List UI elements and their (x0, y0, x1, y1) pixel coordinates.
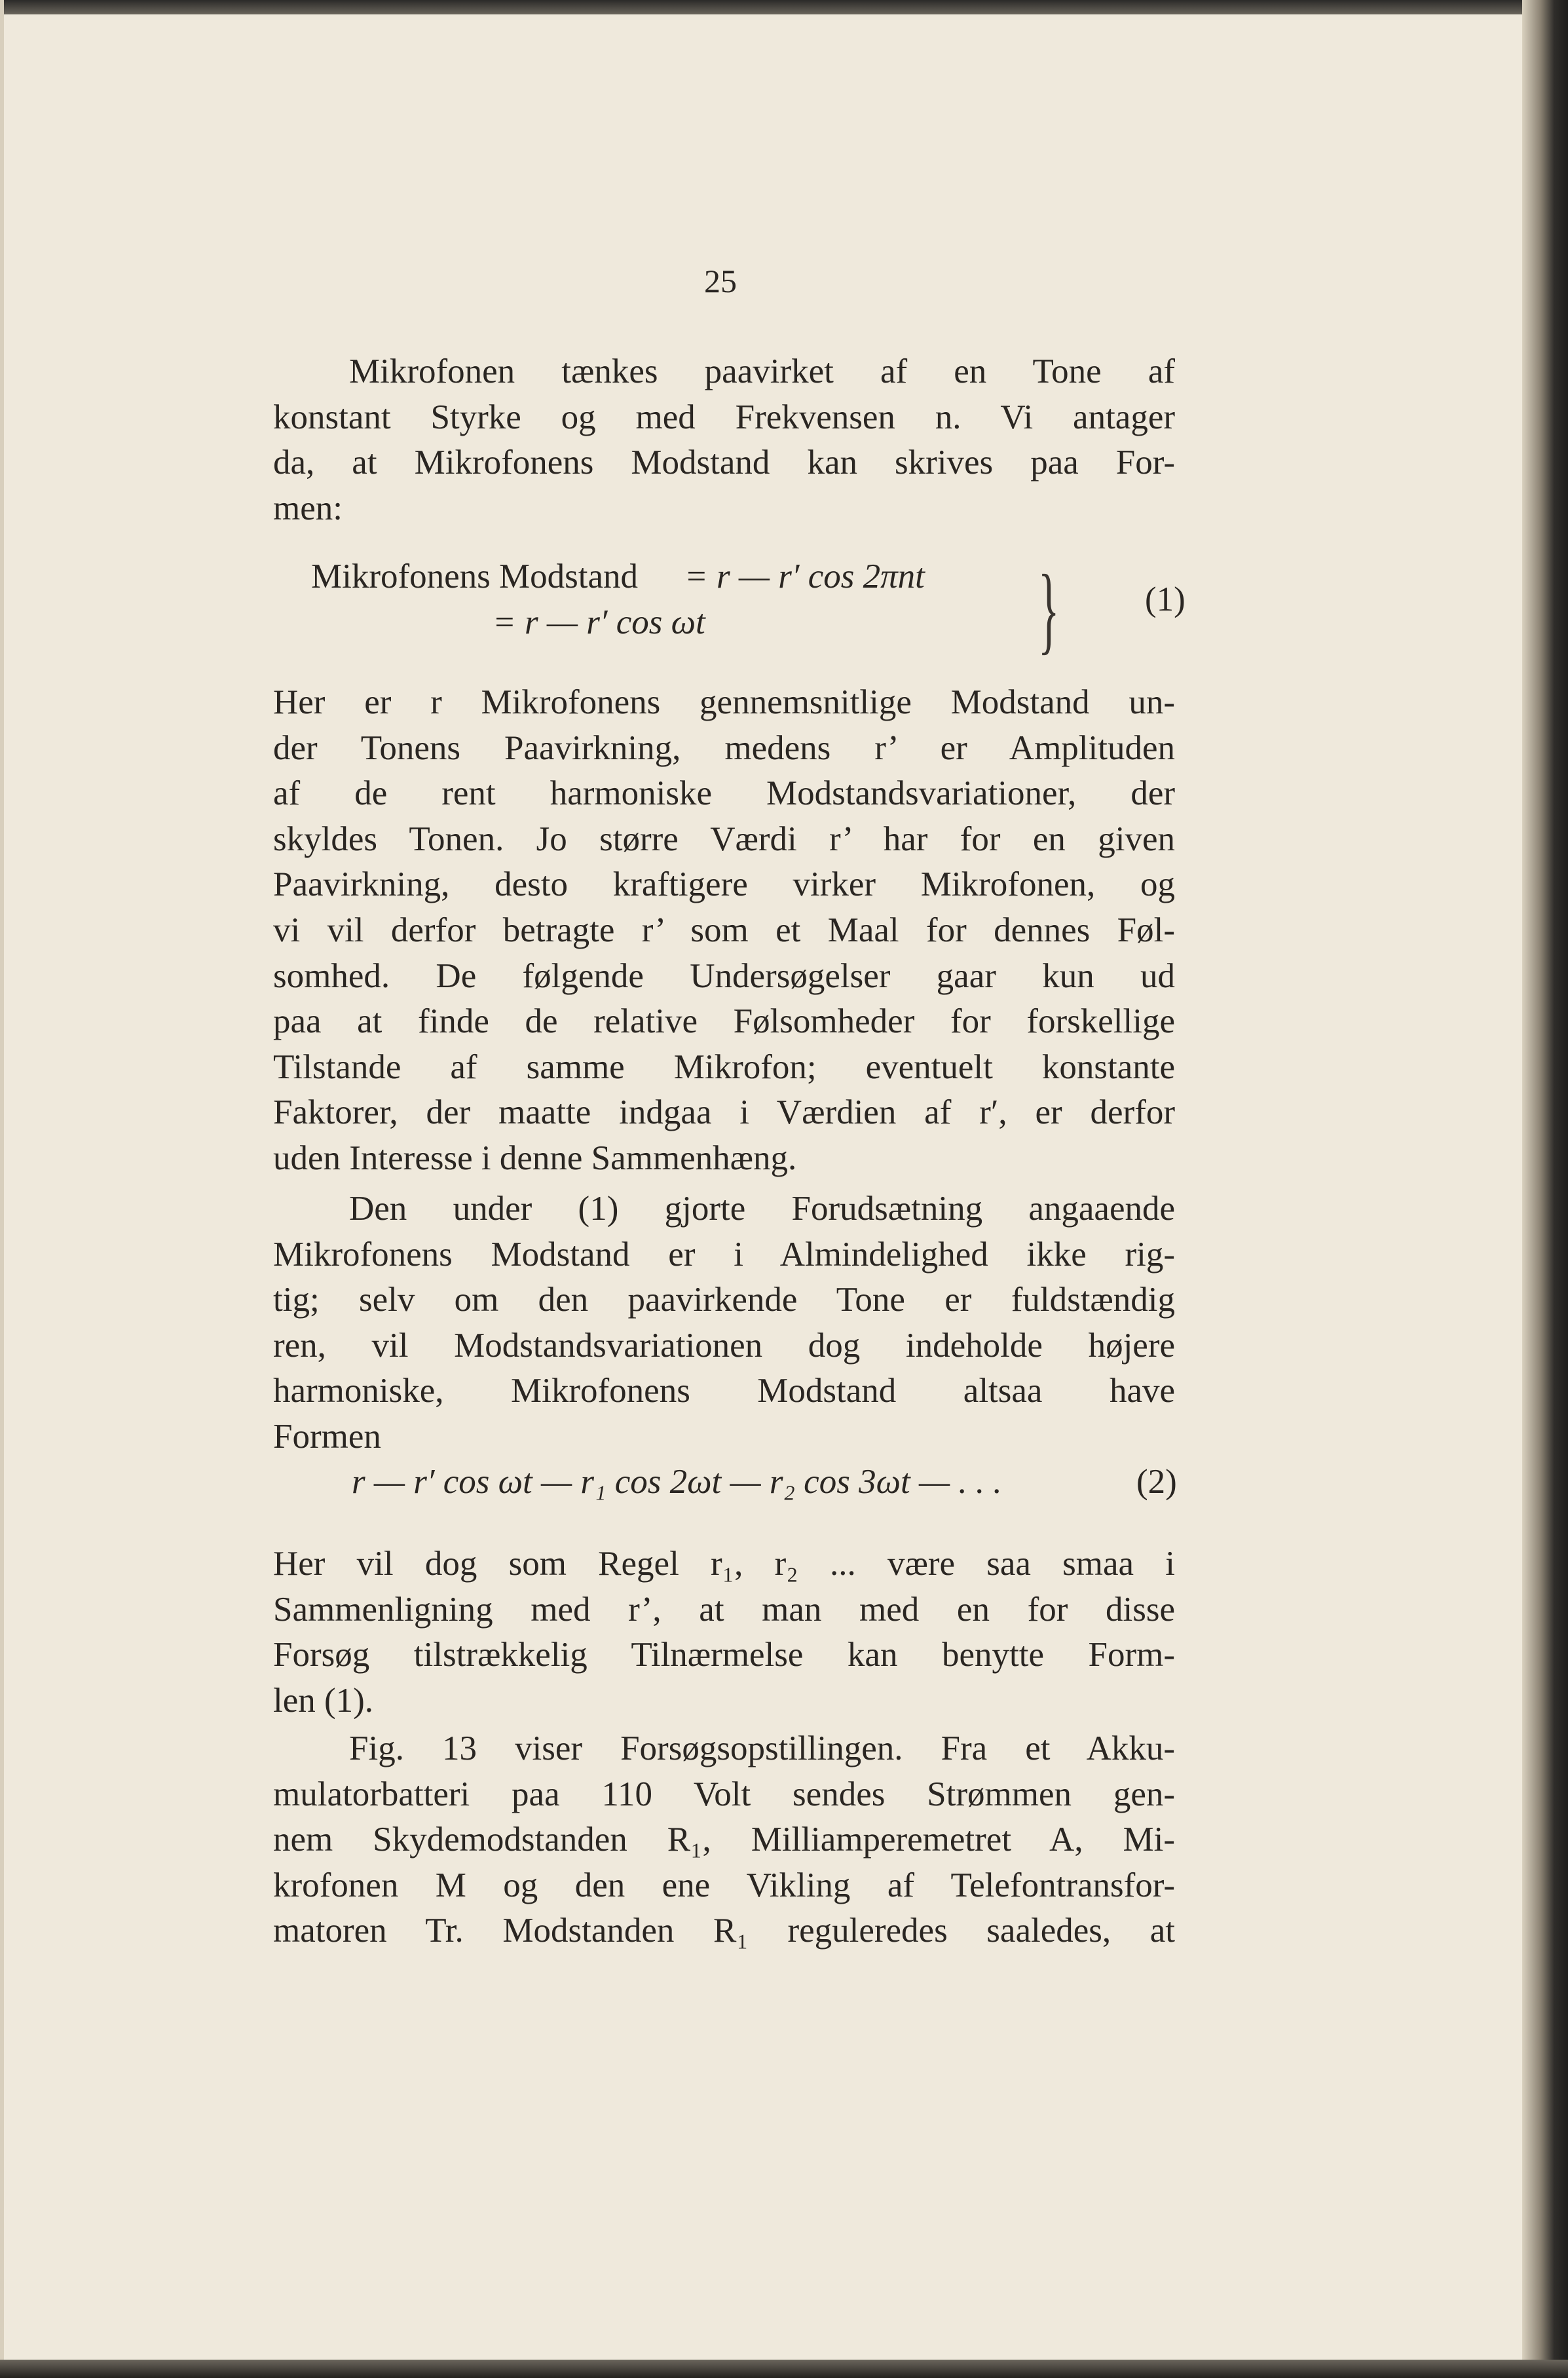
equation-1-number: (1) (1145, 580, 1185, 618)
equation-2-number: (2) (1136, 1463, 1177, 1501)
scan-edge-left (0, 0, 4, 2378)
text-line: Sammenligning med r’, at man med en for disse (273, 1590, 1175, 1629)
text-line: Fig. 13 viser Forsøgsopstillingen. Fra et Akku- (349, 1729, 1175, 1767)
text-line: harmoniske, Mikrofonens Modstand altsaa have (273, 1372, 1175, 1410)
equation-1-line-1: = r — r′ cos 2πnt (684, 557, 925, 595)
text-line: der Tonens Paavirkning, medens r’ er Amplituden (273, 728, 1175, 767)
book-spine-edge (1522, 0, 1568, 2378)
text-line: matoren Tr. Modstanden R₁ reguleredes saaledes, at (273, 1912, 1175, 1950)
text-line: Her er r Mikrofonens gennemsnitlige Modstand un- (273, 683, 1175, 721)
text-line: Her vil dog som Regel r₁, r₂ ... være saa smaa i (273, 1545, 1175, 1583)
text-line: Faktorer, der maatte indgaa i Værdien af r′, er derfor (273, 1093, 1175, 1132)
text-line: somhed. De følgende Undersøgelser gaar kun ud (273, 956, 1175, 995)
scan-edge-bottom (0, 2360, 1568, 2378)
text-line: paa at finde de relative Følsomheder for forskellige (273, 1002, 1175, 1041)
scan-edge-top (0, 0, 1568, 14)
text-line: Paavirkning, desto kraftigere virker Mikrofonen, og (273, 865, 1175, 904)
text-line: da, at Mikrofonens Modstand kan skrives paa For- (273, 444, 1175, 482)
text-line: Mikrofonen tænkes paavirket af en Tone af (349, 352, 1175, 390)
text-line: skyldes Tonen. Jo større Værdi r’ har for en given (273, 820, 1175, 858)
page-number: 25 (704, 263, 737, 299)
brace-symbol: } (1038, 555, 1060, 664)
text-line: nem Skydemodstanden R₁, Milliamperemetret A, Mi- (273, 1821, 1175, 1859)
text-line: Forsøg tilstrækkelig Tilnærmelse kan benytte Form- (273, 1636, 1175, 1674)
text-line: Den under (1) gjorte Forudsætning angaaende (349, 1190, 1175, 1228)
text-line: af de rent harmoniske Modstandsvariationer, der (273, 774, 1175, 813)
text-line: krofonen M og den ene Vikling af Telefontransfor- (273, 1866, 1175, 1904)
equation-2-expr: r — r′ cos ωt — r₁ cos 2ωt — r₂ cos 3ωt — . . . (352, 1463, 1002, 1501)
text-line: mulatorbatteri paa 110 Volt sendes Strømmen gen- (273, 1775, 1175, 1813)
text-line: len (1). (273, 1681, 374, 1720)
text-line: Mikrofonens Modstand er i Almindelighed ikke rig- (273, 1235, 1175, 1274)
text-line: ren, vil Modstandsvariationen dog indeholde højere (273, 1326, 1175, 1365)
text-line: Tilstande af samme Mikrofon; eventuelt konstante (273, 1047, 1175, 1086)
text-line: vi vil derfor betragte r’ som et Maal for dennes Føl- (273, 911, 1175, 949)
text-line: uden Interesse i denne Sammenhæng. (273, 1139, 797, 1177)
equation-1-line-2: = r — r′ cos ωt (493, 603, 705, 641)
equation-1-label: Mikrofonens Modstand (311, 557, 639, 595)
text-line: Formen (273, 1418, 381, 1456)
text-line: konstant Styrke og med Frekvensen n. Vi antager (273, 398, 1175, 436)
text-line: tig; selv om den paavirkende Tone er fuldstændig (273, 1281, 1175, 1319)
text-line: men: (273, 489, 343, 527)
